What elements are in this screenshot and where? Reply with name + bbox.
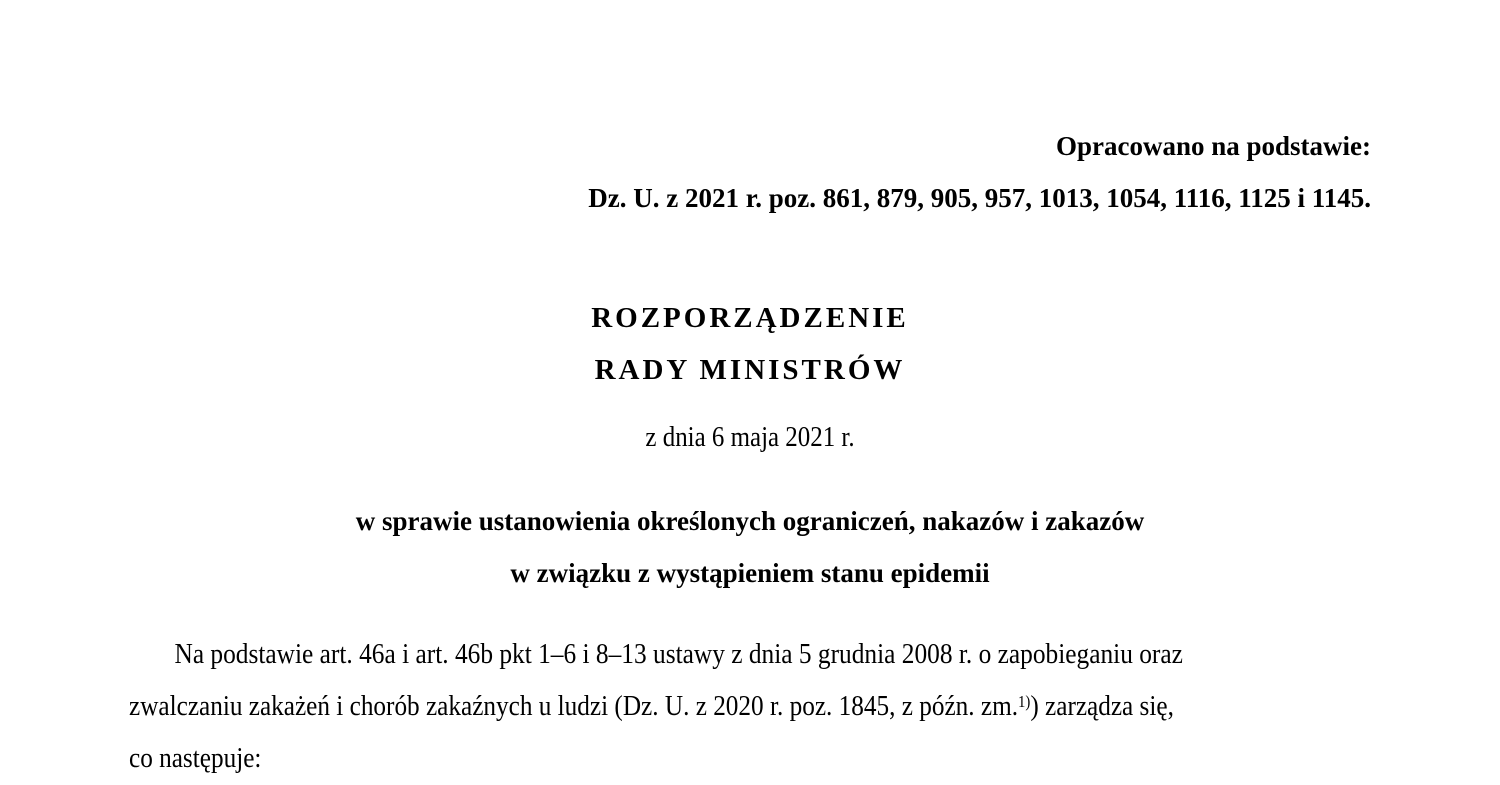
document-subject-line-2: w związku z wystąpieniem stanu epidemii [510,558,990,588]
document-subject-line-1: w sprawie ustanowienia określonych ograniczeń, nakazów i zakazów [355,506,1145,536]
footnote-marker[interactable]: 1) [1018,692,1031,711]
document-type-line-1: ROZPORZĄDZENIE [591,302,909,334]
preamble-line-2-end: ) zarządza się, [1030,690,1174,722]
document-date: z dnia 6 maja 2021 r. [645,421,855,453]
basis-reference: Dz. U. z 2021 r. poz. 861, 879, 905, 957, 1013, 1054, 1116, 1125 i 1145. [588,183,1371,213]
document-type-line-2: RADY MINISTRÓW [594,354,906,386]
basis-label: Opracowano na podstawie: [1055,131,1371,161]
preamble-line-3: co następuje: [129,742,262,774]
preamble-line-2 [129,689,1210,723]
preamble-line-2-text: zwalczaniu zakażeń i chorób zakaźnych u ludzi (Dz. U. z 2020 r. poz. 1845, z późn. zm. [129,690,1019,722]
preamble-line-1: Na podstawie art. 46a i art. 46b pkt 1–6 i 8–13 ustawy z dnia 5 grudnia 2008 r. o zapobieganiu oraz [174,638,1183,670]
